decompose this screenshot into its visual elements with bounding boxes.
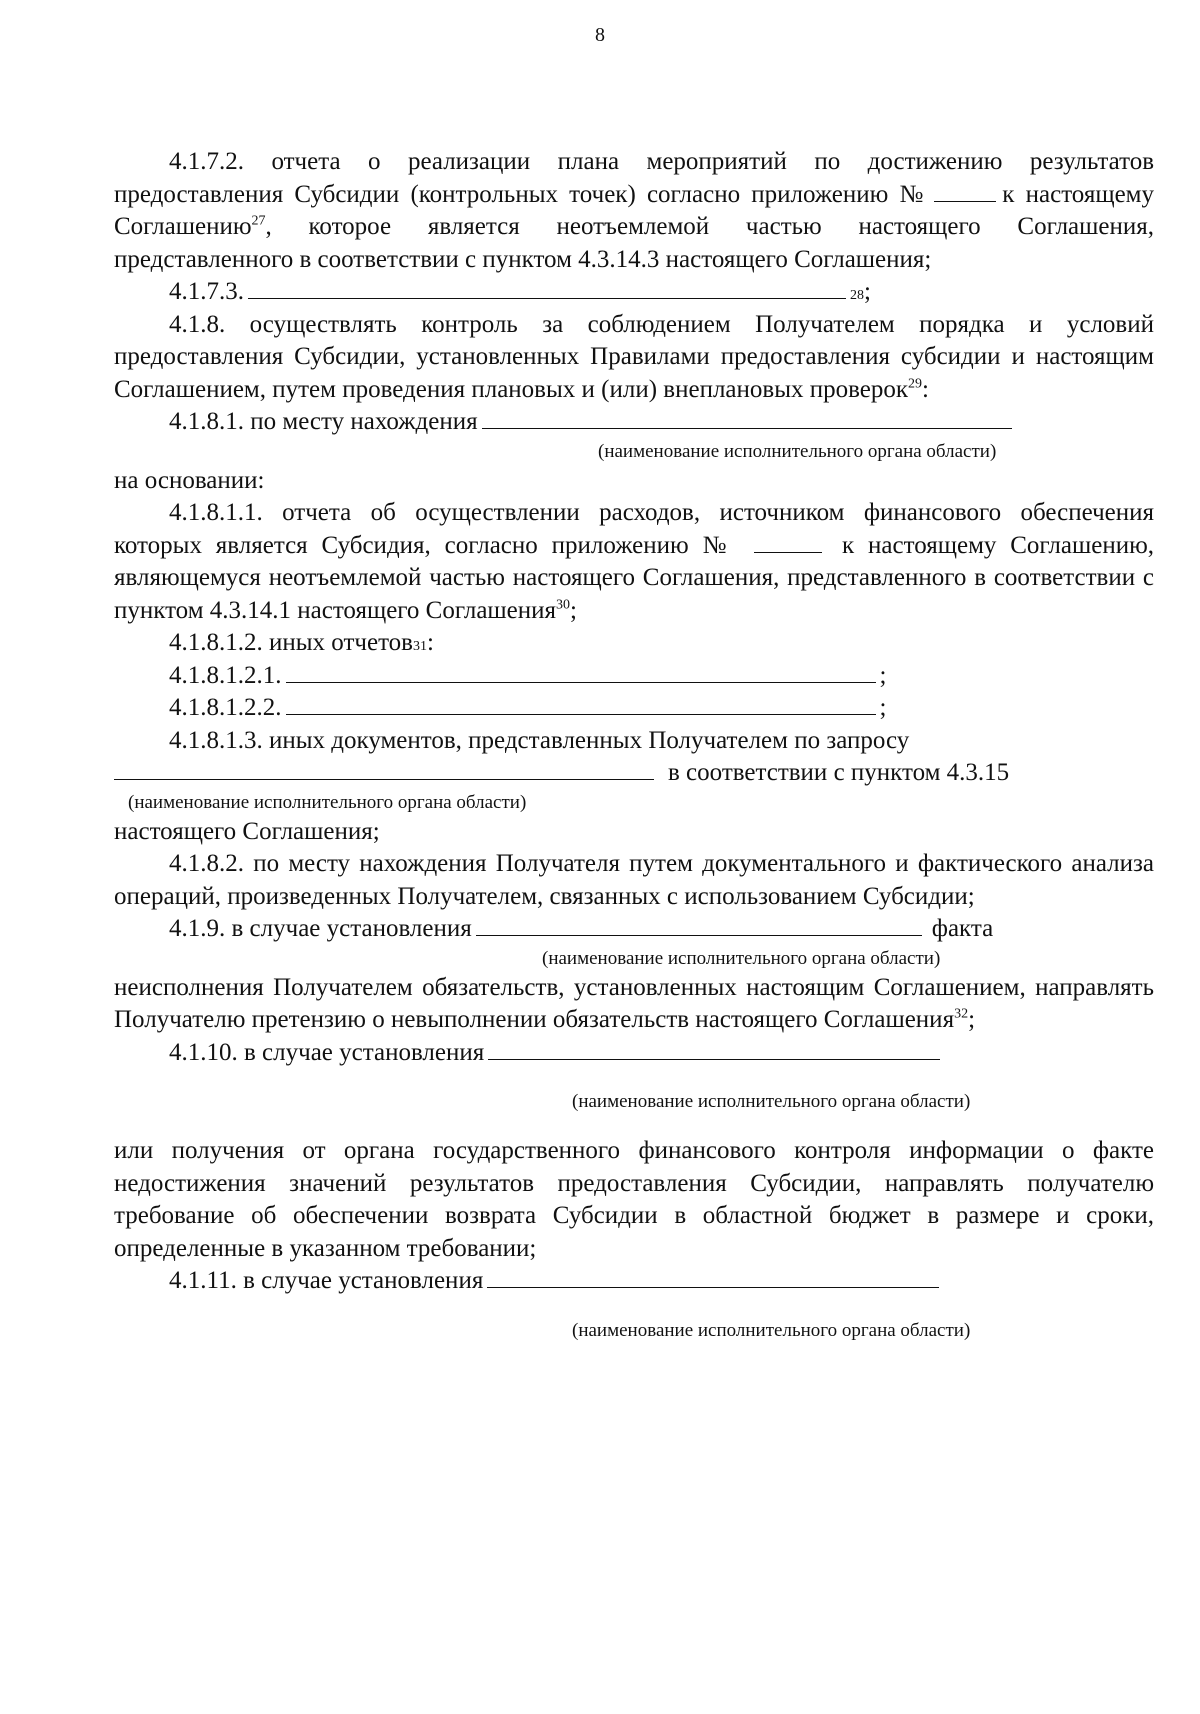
text: предоставления Субсидии (контрольных точек) согласно приложению № xyxy=(114,180,929,208)
text: 4.1.8.1. по месту нахождения xyxy=(169,408,478,435)
punctuation: : xyxy=(426,629,434,656)
punctuation: ; xyxy=(864,278,871,305)
punctuation: : xyxy=(922,375,929,403)
text: 4.1.8.1.2. иных отчетов xyxy=(169,629,413,656)
paragraph-4-1-11 xyxy=(114,1265,1154,1298)
punctuation: ; xyxy=(570,596,577,624)
document-body xyxy=(114,146,1154,1344)
field-caption: (наименование исполнительного органа области) xyxy=(572,1091,971,1112)
blank-line xyxy=(482,406,1012,429)
paragraph-4-1-8-2: 4.1.8.2. по месту нахождения Получателя путем документального и фактического анализа операций, произведенных Получателем, связанных с использованием Субсидии; xyxy=(114,850,1154,910)
footnote-ref: 29 xyxy=(908,376,923,392)
footnote-ref: 30 xyxy=(556,597,571,613)
field-caption: (наименование исполнительного органа области) xyxy=(598,440,997,462)
text: к xyxy=(1002,180,1015,208)
blank-line xyxy=(487,1265,939,1288)
text: настоящего Соглашения; xyxy=(114,817,380,845)
footnote-ref: 32 xyxy=(954,1006,969,1022)
punctuation: ; xyxy=(879,661,887,689)
field-caption: (наименование исполнительного органа области) xyxy=(542,947,941,969)
blank-line xyxy=(488,1037,940,1060)
blank-line xyxy=(114,757,654,780)
text: настоящему Соглашению xyxy=(114,180,1154,240)
paragraph-4-1-9-cont xyxy=(114,972,1154,1037)
text: неисполнения Получателем обязательств, установленных настоящим Соглашением, направлять Получателю претензию о невыполнении обязательств настоящего Соглашения xyxy=(114,973,1154,1033)
item-number: 4.1.8.1.2.1. xyxy=(169,661,282,689)
paragraph-4-1-8 xyxy=(114,309,1154,407)
blank-line xyxy=(286,660,876,683)
item-number: 4.1.8.1.2.2. xyxy=(169,694,282,721)
paragraph-basis: на основании: xyxy=(114,466,265,494)
text: 4.1.8. осуществлять контроль за соблюдением Получателем порядка и условий предоставления Субсидии, установленных Правилами предоставления субсидии и настоящим Соглашением, путем проведения плановых и (или) внеплановых проверок xyxy=(114,310,1154,403)
text: Соглашения, представленного в соответствии с пунктом 4.3.14.3 настоящего xyxy=(114,213,1154,273)
page-number: 8 xyxy=(595,24,605,46)
text: Соглашения; xyxy=(794,245,932,273)
paragraph-4-1-8-1-2: 4.1.8.1.2. иных отчетов 31 : xyxy=(114,627,1154,660)
text: 4.1.8.1.1. отчета об осуществлении расходов, источником финансового обеспечения которых является Субсидия, согласно приложению № xyxy=(114,499,1154,559)
punctuation: ; xyxy=(879,694,887,721)
paragraph-4-1-7-3: 4.1.7.3. 28 ; xyxy=(114,276,1154,309)
paragraph-4-1-8-1-2-2 xyxy=(114,692,1154,725)
paragraph-4-1-8-1 xyxy=(114,406,1154,439)
text: , которое является неотъемлемой частью настоящего xyxy=(265,213,981,240)
punctuation: ; xyxy=(968,1006,976,1033)
field-caption: (наименование исполнительного органа области) xyxy=(572,1319,971,1341)
paragraph-4-1-10-cont: или получения от органа государственного финансового контроля информации о факте недостижения значений результатов предоставления Субсидии, направлять получателю требование об обеспечении возврата Субсидии в областной бюджет в размере и сроки, определенные в указанном требовании; xyxy=(114,1137,1154,1262)
text: в соответствии с пунктом 4.3.15 xyxy=(668,759,1010,786)
footnote-ref: 27 xyxy=(251,213,266,229)
text: 4.1.8.1.3. иных документов, представленных Получателем по запросу xyxy=(169,726,910,754)
paragraph-4-1-8-1-2-1 xyxy=(114,660,1154,693)
paragraph-4-1-7-2 xyxy=(114,146,1154,276)
blank-line xyxy=(248,276,846,299)
text: 4.1.11. в случае установления xyxy=(169,1267,484,1294)
paragraph-4-1-8-1-3-cont xyxy=(114,757,1154,790)
item-number: 4.1.7.3. xyxy=(169,278,244,305)
paragraph-4-1-9 xyxy=(114,913,1154,946)
paragraph-4-1-10 xyxy=(114,1037,1154,1070)
text: к настоящему Соглашению, являющемуся неотъемлемой частью настоящего Соглашения, представленного в соответствии с пунктом 4.3.14.1 настоящего Соглашения xyxy=(114,531,1155,624)
blank-line xyxy=(754,532,822,553)
paragraph-4-1-8-1-1 xyxy=(114,497,1154,627)
field-caption: (наименование исполнительного органа области) xyxy=(128,791,527,813)
blank-line xyxy=(476,913,922,936)
blank-line xyxy=(934,181,996,202)
text: 4.1.9. в случае установления xyxy=(169,915,472,942)
text: 4.1.10. в случае установления xyxy=(169,1038,485,1066)
text: 4.1.7.2. отчета о реализации плана мероприятий по достижению результатов xyxy=(169,148,1154,175)
text: факта xyxy=(931,915,994,942)
paragraph-4-1-8-1-3 xyxy=(114,725,1154,758)
blank-line xyxy=(286,692,876,715)
